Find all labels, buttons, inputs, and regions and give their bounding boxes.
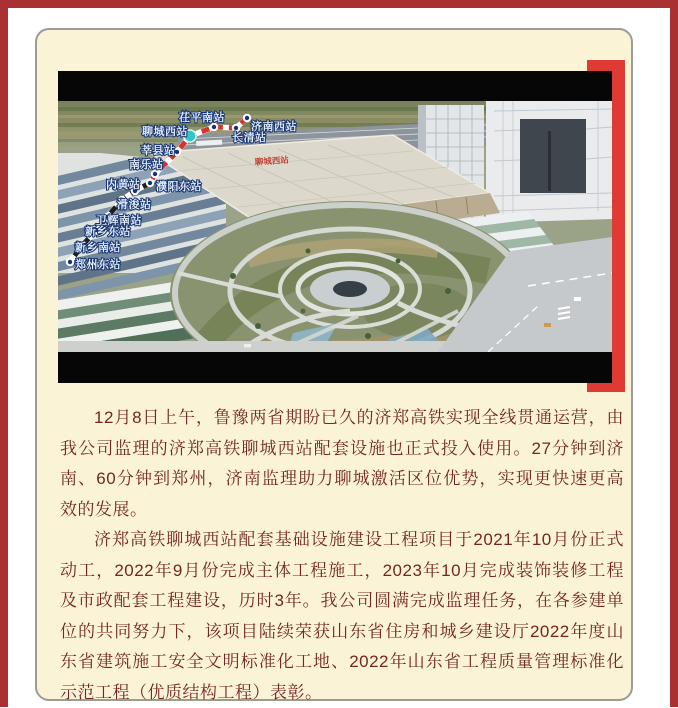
- station-label: 郑州东站: [74, 257, 121, 271]
- station-label: 聊城西站: [142, 124, 188, 138]
- station-dot: [151, 170, 159, 178]
- text-line: 东省建筑施工安全文明标准化工地、2022年山东省工程质量管理标准化: [60, 647, 624, 678]
- station-label: 内黄站: [106, 177, 141, 191]
- text-line: 12月8日上午，鲁豫两省期盼已久的济郑高铁实现全线贯通运营，由: [60, 403, 624, 434]
- station-dot: [210, 123, 218, 131]
- station-dot: [146, 179, 154, 187]
- paragraph: [60, 403, 624, 525]
- station-roof-sign: 聊城西站: [254, 155, 289, 167]
- text-line: 动工，2022年9月份完成主体工程施工，2023年10月完成装饰装修工程: [60, 556, 624, 587]
- text-line: 南、60分钟到郑州，济南监理助力聊城激活区位优势，实现更快速更高: [60, 464, 624, 495]
- text-line: 位的共同努力下，该项目陆续荣获山东省住房和城乡建设厅2022年度山: [60, 617, 624, 648]
- text-line: 及市政配套工程建设，历时3年。我公司圆满完成监理任务，在各参建单: [60, 586, 624, 617]
- letterbox-top: [58, 71, 612, 101]
- station-label: 长清站: [232, 130, 267, 144]
- station-label: 济南西站: [251, 119, 297, 133]
- paragraph: [60, 525, 624, 708]
- article-card: [35, 28, 633, 701]
- letterbox-bottom: [58, 352, 612, 383]
- station-dot: [66, 258, 74, 266]
- station-label: 新乡南站: [75, 240, 121, 254]
- text-line: 济郑高铁聊城西站配套基础设施建设工程项目于2021年10月份正式: [60, 525, 624, 556]
- station-label: 新乡东站: [85, 224, 131, 238]
- station-label: 茌平南站: [179, 110, 225, 124]
- station-label: 濮阳东站: [156, 179, 202, 193]
- station-label: 南乐站: [129, 157, 164, 171]
- station-label: 卫辉南站: [96, 213, 142, 227]
- text-line: 我公司监理的济郑高铁聊城西站配套设施也正式投入使用。27分钟到济: [60, 434, 624, 465]
- station-label: 滑浚站: [117, 197, 152, 211]
- station-dot: [243, 114, 251, 122]
- aerial-scene: [58, 101, 612, 352]
- article-body: [60, 403, 624, 708]
- text-line: 示范工程（优质结构工程）表彰。: [60, 678, 624, 708]
- station-label: 莘县站: [141, 143, 176, 157]
- text-line: 效的发展。: [60, 495, 624, 526]
- station-aerial-photo: [58, 71, 612, 383]
- station-dot: [232, 124, 240, 132]
